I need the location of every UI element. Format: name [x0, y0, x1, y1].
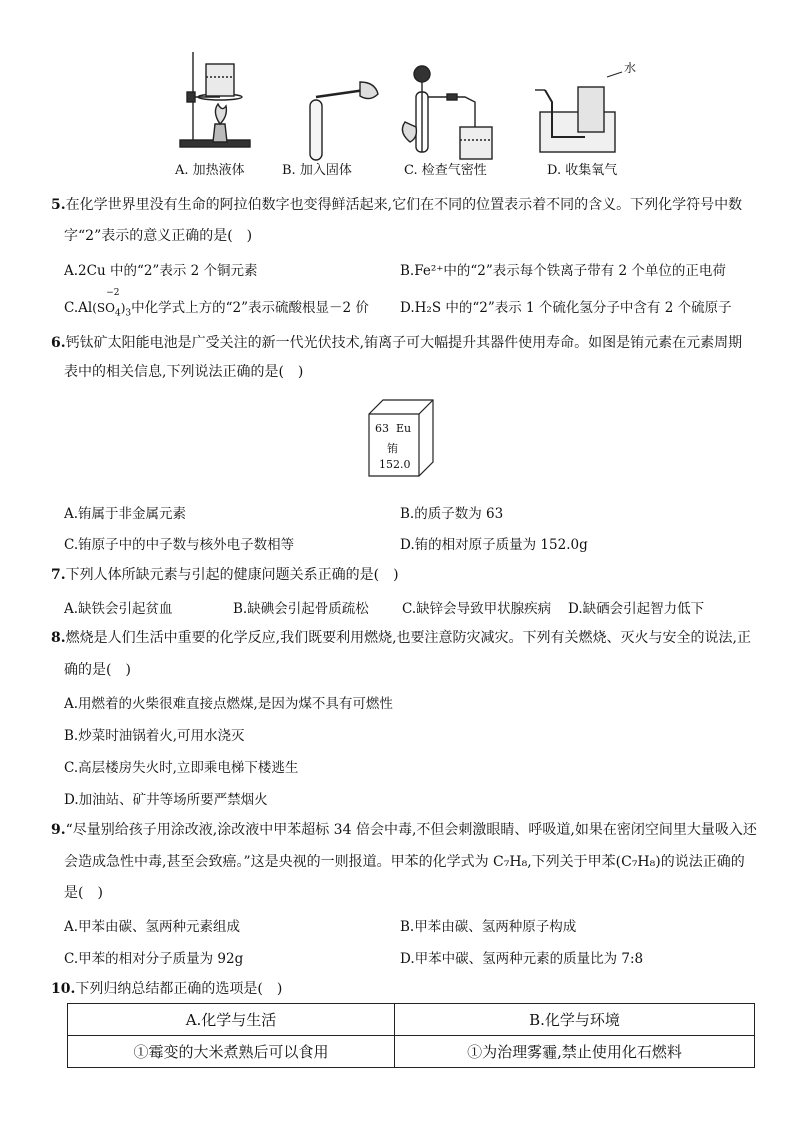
question-number: 10. — [51, 981, 76, 997]
apparatus-label-b: B. 加入固体 — [282, 163, 352, 178]
question-stem-continued: 会造成急性中毒,甚至会致癌。”这是央视的一则报道。甲苯的化学式为 C₇H₈,下列关于甲苯(C₇H₈)的说法正确的 — [64, 854, 745, 870]
apparatus-label-a: A. 加热液体 — [175, 163, 245, 178]
option-d[interactable]: D.H₂S 中的“2”表示 1 个硫化氢分子中含有 2 个硫原子 — [400, 300, 732, 316]
element-name: 铕 — [387, 442, 398, 455]
question-stem: 燃烧是人们生活中重要的化学反应,我们既要利用燃烧,也要注意防灾减灾。下列有关燃烧、灭火与安全的说法,正 — [65, 630, 751, 646]
question-stem: 钙钛矿太阳能电池是广受关注的新一代光伏技术,铕离子可大幅提升其器件使用寿命。如图是铕元素在元素周期 — [65, 335, 743, 351]
atomic-number: 63 — [375, 422, 389, 435]
option-b[interactable]: B.炒菜时油锅着火,可用水浇灭 — [64, 728, 245, 744]
option-c-prefix: C.Al — [64, 300, 93, 316]
valence-charge: −2 — [106, 288, 120, 298]
question-number: 9. — [51, 822, 66, 838]
option-c-close: ) — [120, 301, 126, 315]
apparatus-c-airtightness — [402, 66, 492, 159]
option-c[interactable]: C.高层楼房失火时,立即乘电梯下楼逃生 — [64, 760, 299, 776]
table-header-a: A.化学与生活 — [68, 1004, 395, 1036]
option-c-sub4: 4 — [114, 308, 121, 319]
summary-table — [67, 1003, 755, 1068]
apparatus-b-adding-solid — [310, 82, 378, 160]
option-a[interactable]: A.铕属于非金属元素 — [64, 506, 187, 522]
option-a[interactable]: A.2Cu 中的“2”表示 2 个铜元素 — [64, 263, 258, 279]
question-stem-continued: 确的是( ) — [64, 662, 131, 678]
table-cell-a1: ①霉变的大米煮熟后可以食用 — [68, 1036, 395, 1068]
question-stem: 下列归纳总结都正确的选项是( ) — [75, 981, 283, 997]
option-b[interactable]: B.缺碘会引起骨质疏松 — [233, 601, 369, 617]
apparatus-label-c: C. 检查气密性 — [404, 163, 487, 178]
option-c[interactable] — [64, 288, 369, 319]
apparatus-a-heating-liquid — [180, 52, 250, 147]
apparatus-figure — [160, 42, 660, 182]
option-b[interactable]: B.甲苯由碳、氢两种原子构成 — [400, 919, 577, 935]
option-d[interactable]: D.缺硒会引起智力低下 — [568, 601, 705, 617]
question-stem-continued: 表中的相关信息,下列说法正确的是( ) — [64, 364, 304, 380]
option-b[interactable]: B.Fe²⁺中的“2”表示每个铁离子带有 2 个单位的正电荷 — [400, 263, 726, 279]
question-number: 6. — [51, 335, 66, 351]
option-c-sub3: 3 — [125, 308, 132, 319]
option-a[interactable]: A.缺铁会引起贫血 — [64, 601, 173, 617]
question-number: 5. — [51, 197, 66, 213]
question-number: 7. — [51, 567, 66, 583]
option-b[interactable]: B.的质子数为 63 — [400, 506, 504, 522]
question-stem-continued: 字“2”表示的意义正确的是( ) — [64, 228, 253, 244]
option-d[interactable]: D.甲苯中碳、氢两种元素的质量比为 7:8 — [400, 951, 644, 967]
question-stem-end: 是( ) — [64, 885, 103, 901]
apparatus-d-collect-oxygen — [535, 72, 622, 152]
question-stem: 下列人体所缺元素与引起的健康问题关系正确的是( ) — [65, 567, 399, 583]
option-c-text: 中化学式上方的“2”表示硫酸根显－2 价 — [131, 300, 369, 316]
option-c[interactable]: C.缺锌会导致甲状腺疾病 — [402, 601, 552, 617]
table-header-b: B.化学与环境 — [395, 1004, 755, 1036]
question-stem: “尽量别给孩子用涂改液,涂改液中甲苯超标 34 倍会中毒,不但会刺激眼睛、呼吸道,如果在密闭空间里大量吸入还 — [65, 822, 757, 838]
question-stem: 在化学世界里没有生命的阿拉伯数字也变得鲜活起来,它们在不同的位置表示着不同的含义。下列化学符号中数 — [65, 197, 743, 213]
option-a[interactable]: A.用燃着的火柴很难直接点燃煤,是因为煤不具有可燃性 — [64, 696, 393, 712]
element-cell — [367, 398, 435, 478]
element-symbol: Eu — [396, 422, 412, 435]
table-cell-b1: ①为治理雾霾,禁止使用化石燃料 — [395, 1036, 755, 1068]
option-c[interactable]: C.甲苯的相对分子质量为 92g — [64, 951, 244, 967]
question-number: 8. — [51, 630, 66, 646]
option-c[interactable]: C.铕原子中的中子数与核外电子数相等 — [64, 537, 295, 553]
option-c-group: (SO — [92, 301, 115, 315]
atomic-mass: 152.0 — [379, 458, 411, 471]
water-label: 水 — [624, 61, 637, 75]
option-d[interactable]: D.铕的相对原子质量为 152.0g — [400, 537, 588, 553]
apparatus-label-d: D. 收集氧气 — [547, 163, 618, 178]
option-d[interactable]: D.加油站、矿井等场所要严禁烟火 — [64, 792, 268, 808]
option-a[interactable]: A.甲苯由碳、氢两种元素组成 — [64, 919, 241, 935]
